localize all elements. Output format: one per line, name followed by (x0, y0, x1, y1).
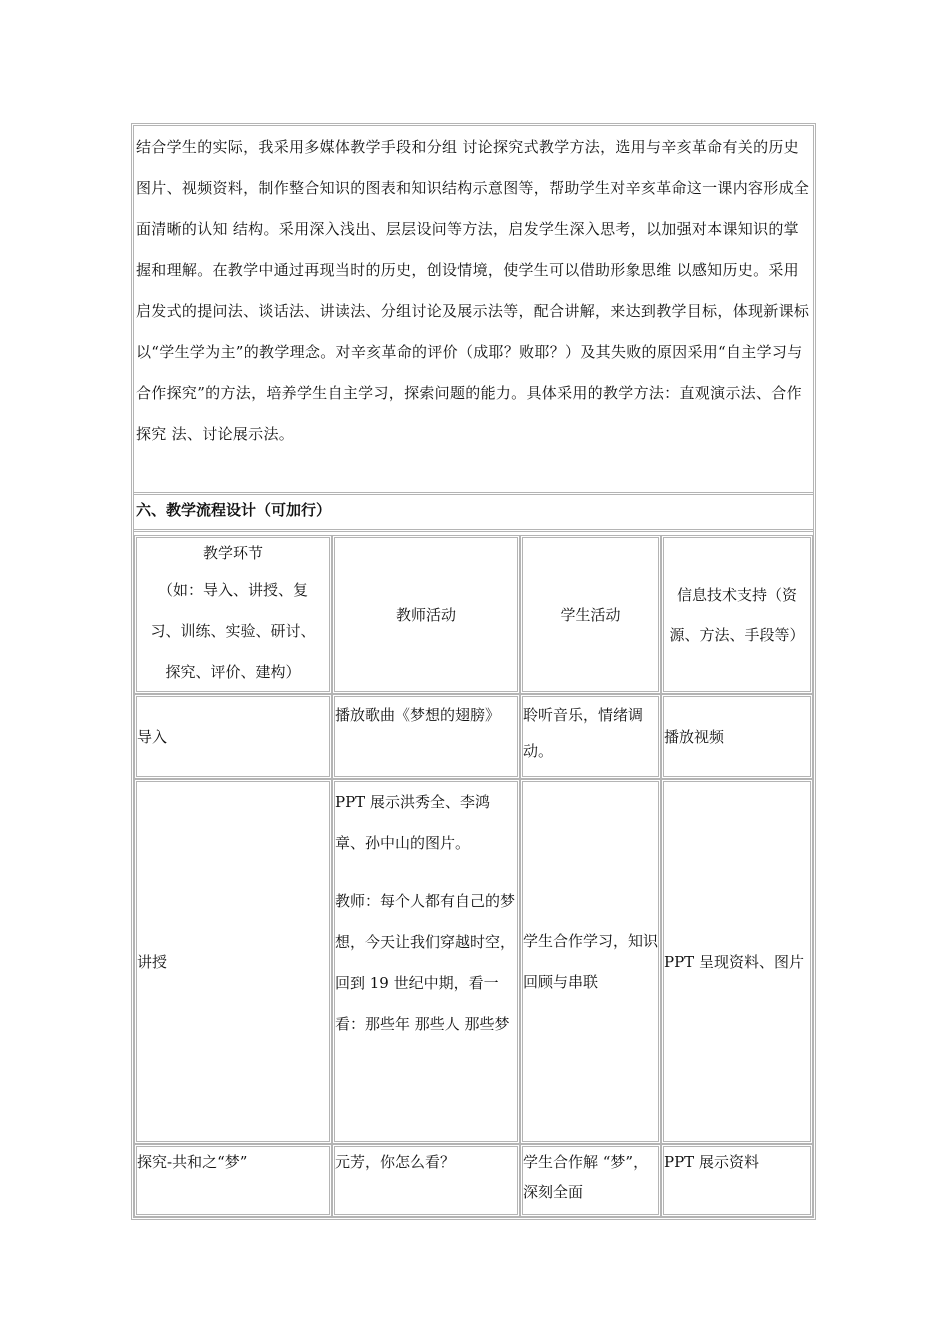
row-3-teacher-text: 元芳，你怎么看？ (335, 1153, 456, 1171)
header-stage-title: 教学环节 (202, 544, 263, 562)
row-1-student-text: 聆听音乐，情绪调动。 (523, 706, 644, 760)
section-heading: 六、教学流程设计（可加行） (134, 492, 813, 532)
table-row-3-student (520, 1144, 661, 1217)
table-row-2-teacher (332, 779, 520, 1144)
header-tech (661, 535, 813, 694)
table-row-2-student (520, 779, 661, 1144)
table-row-1-tech (661, 694, 813, 779)
row-2-teacher-gap (335, 864, 517, 881)
header-tech-label: 信息技术支持（资源、方法、手段等） (669, 585, 805, 644)
row-3-tech-text: PPT 展示资料 (664, 1153, 759, 1171)
header-teacher (332, 535, 520, 694)
table-row-1-student (520, 694, 661, 779)
row-1-tech-text: 播放视频 (664, 727, 725, 746)
table-row-1-stage (134, 694, 332, 779)
header-student-label: 学生活动 (560, 605, 621, 624)
teaching-method-text: 结合学生的实际，我采用多媒体教学手段和分组 讨论探究式教学方法，选用与辛亥革命有关的历史图片、视频资料，制作整合知识的图表和知识结构示意图等，帮助学生对辛亥革命这一课内容形成全面清晰的认知 结构。采用深入浅出、层层设问等方法，启发学生深入思考，以加强对本课知识的掌握和理解。在教学中通过再现当时的历史，创设情境，使学生可以借助形象思维 以感知历史。采用启发式的提问法、谈话法、讲读法、分组讨论及展示法等，配合讲解，来达到教学目标，体现新课标以“学生学为主”的教学理念。对辛亥革命的评价（成耶？败耶？）及其失败的原因采用“自主学习与合作探究”的方法，培养学生自主学习，探索问题的能力。具体采用的教学方法：直观演示法、合作探究 法、讨论展示法。 (136, 138, 810, 443)
header-student (520, 535, 661, 694)
table-row-3-tech (661, 1144, 813, 1217)
header-stage (134, 535, 332, 694)
row-2-teacher-text-2: 教师：每个人都有自己的梦想，今天让我们穿越时空，回到 19 世纪中期，看一看：那些年 那些人 那些梦 (335, 892, 516, 1033)
table-row-3-teacher (332, 1144, 520, 1217)
row-3-stage-text: 探究-共和之“梦” (137, 1153, 248, 1171)
table-row-3-stage (134, 1144, 332, 1217)
header-stage-note: （如：导入、讲授、复习、训练、实验、研讨、探究、评价、建构） (150, 581, 316, 681)
table-row-1-teacher (332, 694, 520, 779)
table-row-2-stage (134, 779, 332, 1144)
row-2-tech-text: PPT 呈现资料、图片 (664, 952, 804, 971)
teaching-method-paragraph (134, 126, 813, 492)
table-row-2-tech (661, 779, 813, 1144)
row-2-stage-text: 讲授 (137, 952, 168, 971)
row-2-teacher-text-1: PPT 展示洪秀全、李鸿章、孙中山的图片。 (335, 793, 490, 852)
row-1-teacher-text: 播放歌曲《梦想的翅膀》 (335, 706, 501, 724)
row-1-stage-text: 导入 (137, 727, 168, 746)
row-3-student-text: 学生合作解 “梦”，深刻全面 (523, 1153, 649, 1201)
header-teacher-label: 教师活动 (395, 605, 456, 624)
row-2-student-text: 学生合作学习，知识回顾与串联 (523, 931, 659, 991)
header-stage-inner (137, 536, 329, 693)
